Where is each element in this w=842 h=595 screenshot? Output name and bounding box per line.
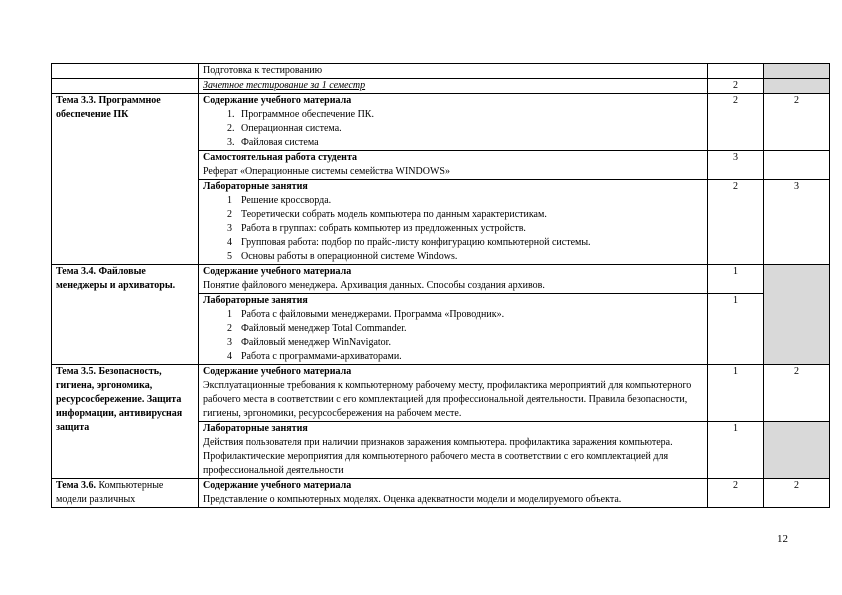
hours-cell: 2 <box>708 180 764 265</box>
selfwork-cell <box>199 151 708 180</box>
list-item: 1. Программное обеспечение ПК. <box>227 109 374 120</box>
content-cell <box>199 265 708 294</box>
list-item: 2 Теоретически собрать модель компьютера по данным характеристикам. <box>227 209 547 220</box>
section-text: Реферат «Операционные системы семейства WINDOWS» <box>203 166 450 177</box>
hours-cell: 1 <box>708 294 764 365</box>
content-cell <box>199 365 708 422</box>
table-row <box>52 365 830 422</box>
page-number: 12 <box>777 533 788 545</box>
topic-3-4-cell: Тема 3.4. Файловые менеджеры и архиваторы. <box>52 265 199 365</box>
hours-cell: 1 <box>708 265 764 294</box>
table-row <box>52 265 830 294</box>
section-heading: Лабораторные занятия <box>203 295 308 306</box>
list-item: 3. Файловая система <box>227 137 319 148</box>
hours-cell: 1 <box>708 365 764 422</box>
table-row <box>52 479 830 508</box>
section-heading: Содержание учебного материала <box>203 266 352 277</box>
content-cell <box>199 479 708 508</box>
section-heading: Содержание учебного материала <box>203 480 352 491</box>
topic-3-3-cell: Тема 3.3. Программное обеспечение ПК <box>52 94 199 265</box>
level-cell: 2 <box>764 365 830 422</box>
table-row <box>52 64 830 79</box>
list-item: 2 Файловый менеджер Total Commander. <box>227 323 407 334</box>
hours-cell: 2 <box>708 94 764 151</box>
curriculum-table <box>51 63 830 508</box>
list-item: 3 Работа в группах: собрать компьютер из предложенных устройств. <box>227 223 526 234</box>
topic-3-6-cell: Тема 3.6. Компьютерные модели различных <box>52 479 199 508</box>
section-text: Эксплуатационные требования к компьютерному рабочему месту, профилактика мероприятий для компьютерного рабочего места в соответствии с его комплектацией для профессиональной деятельности. Правила безопасности, гигиены, эргономики, ресурсосбережения на рабочем месте. <box>203 380 692 419</box>
list-item: 3 Файловый менеджер WinNavigator. <box>227 337 391 348</box>
content-cell <box>199 94 708 151</box>
content-list <box>203 108 703 150</box>
test-prep-cell: Подготовка к тестированию <box>199 64 708 79</box>
section-heading: Содержание учебного материала <box>203 366 352 377</box>
list-item: 4 Групповая работа: подбор по прайс-листу конфигурацию компьютерной системы. <box>227 237 591 248</box>
table-row <box>52 94 830 151</box>
list-item: 5 Основы работы в операционной системе Windows. <box>227 251 458 262</box>
list-item: 1 Решение кроссворда. <box>227 195 332 206</box>
hours-cell: 2 <box>708 79 764 94</box>
table-row <box>52 79 830 94</box>
lab-cell <box>199 294 708 365</box>
list-item: 4 Работа с программами-архиваторами. <box>227 351 402 362</box>
list-item: 1 Работа с файловыми менеджерами. Программа «Проводник». <box>227 309 505 320</box>
lab-cell <box>199 180 708 265</box>
lab-list <box>203 308 703 364</box>
semester-test-cell: Зачетное тестирование за 1 семестр <box>199 79 708 94</box>
section-text: Представление о компьютерных моделях. Оценка адекватности модели и моделируемого объекта. <box>203 494 622 505</box>
section-heading: Лабораторные занятия <box>203 181 308 192</box>
section-text: Действия пользователя при наличии признаков заражения компьютера. профилактика заражения компьютера. Профилактические мероприятия для компьютерного рабочего места в соответствии с его комплектацией для профессиональной деятельности <box>203 437 673 476</box>
level-cell: 3 <box>764 180 830 265</box>
section-text: Понятие файлового менеджера. Архивация данных. Способы создания архивов. <box>203 280 545 291</box>
hours-cell: 1 <box>708 422 764 479</box>
hours-cell: 3 <box>708 151 764 180</box>
level-cell: 2 <box>764 479 830 508</box>
section-heading: Самостоятельная работа студента <box>203 152 357 163</box>
level-cell: 2 <box>764 94 830 151</box>
list-item: 2. Операционная система. <box>227 123 342 134</box>
topic-3-5-cell: Тема 3.5. Безопасность, гигиена, эргономика, ресурсосбережение. Защита информации, антивирусная защита <box>52 365 199 479</box>
lab-list <box>203 194 703 264</box>
section-heading: Содержание учебного материала <box>203 95 352 106</box>
section-heading: Лабораторные занятия <box>203 423 308 434</box>
hours-cell: 2 <box>708 479 764 508</box>
lab-cell <box>199 422 708 479</box>
